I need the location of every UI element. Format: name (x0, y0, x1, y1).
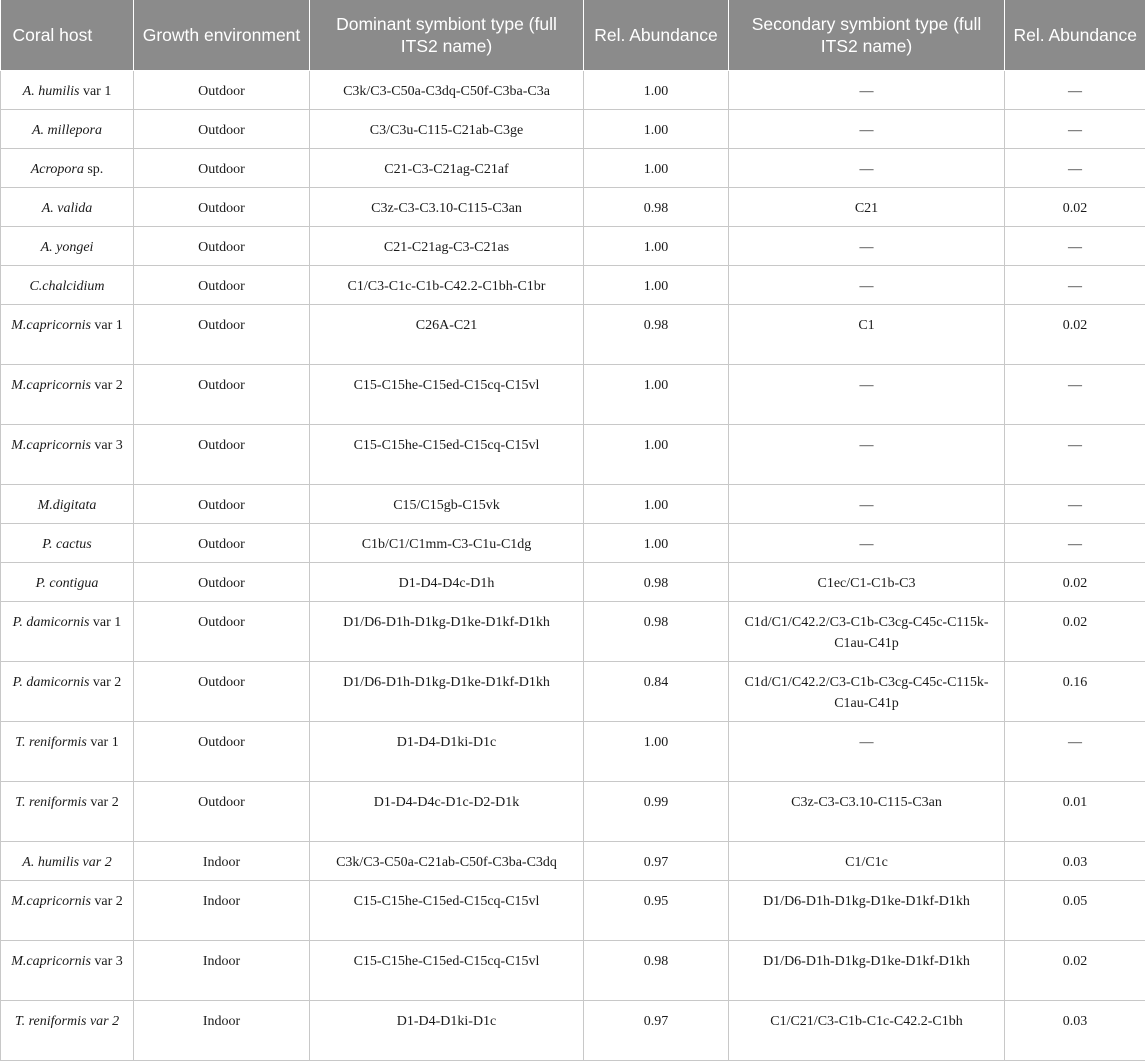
secondary-abundance-cell: — (1005, 149, 1145, 188)
secondary-abundance-cell: — (1005, 425, 1145, 485)
coral-host-name: A. millepora (32, 123, 102, 138)
dominant-abundance-cell: 1.00 (584, 227, 729, 266)
coral-host-cell (1, 563, 134, 602)
dominant-abundance-cell: 0.98 (584, 941, 729, 1001)
dominant-abundance-cell: 1.00 (584, 722, 729, 782)
dominant-symbiont-cell: D1-D4-D4c-D1h (310, 563, 584, 602)
table-row (1, 71, 1145, 110)
coral-host-name: P. damicornis (13, 675, 90, 690)
dominant-abundance-cell: 0.98 (584, 563, 729, 602)
dominant-abundance-cell: 1.00 (584, 425, 729, 485)
dominant-abundance-cell: 1.00 (584, 524, 729, 563)
dominant-symbiont-cell: C15-C15he-C15ed-C15cq-C15vl (310, 941, 584, 1001)
coral-host-suffix: sp. (84, 162, 103, 177)
table-row (1, 524, 1145, 563)
coral-host-name: A. humilis var 2 (22, 855, 111, 870)
table-body (1, 71, 1145, 1061)
secondary-abundance-cell: 0.03 (1005, 1001, 1145, 1061)
table-row (1, 188, 1145, 227)
secondary-symbiont-cell: — (729, 71, 1005, 110)
coral-host-cell (1, 266, 134, 305)
table-row (1, 365, 1145, 425)
dominant-symbiont-cell: C15-C15he-C15ed-C15cq-C15vl (310, 425, 584, 485)
coral-host-suffix: var 1 (87, 735, 119, 750)
secondary-symbiont-cell: D1/D6-D1h-D1kg-D1ke-D1kf-D1kh (729, 941, 1005, 1001)
coral-host-name: P. cactus (42, 537, 92, 552)
secondary-abundance-cell: — (1005, 227, 1145, 266)
environment-cell: Indoor (134, 881, 310, 941)
coral-host-name: M.capricornis (11, 954, 91, 969)
environment-cell: Indoor (134, 1001, 310, 1061)
environment-cell: Outdoor (134, 722, 310, 782)
coral-host-cell (1, 881, 134, 941)
coral-host-name: T. reniformis (15, 735, 87, 750)
coral-host-name: T. reniformis (15, 795, 87, 810)
secondary-symbiont-cell: — (729, 485, 1005, 524)
dominant-symbiont-cell: D1/D6-D1h-D1kg-D1ke-D1kf-D1kh (310, 662, 584, 722)
coral-host-name: M.digitata (38, 498, 97, 513)
dominant-symbiont-cell: C15-C15he-C15ed-C15cq-C15vl (310, 365, 584, 425)
environment-cell: Outdoor (134, 782, 310, 842)
coral-host-cell (1, 1001, 134, 1061)
secondary-symbiont-cell: — (729, 227, 1005, 266)
coral-host-cell (1, 782, 134, 842)
secondary-symbiont-cell: D1/D6-D1h-D1kg-D1ke-D1kf-D1kh (729, 881, 1005, 941)
coral-host-suffix: var 2 (91, 894, 123, 909)
table-row (1, 602, 1145, 662)
table-row (1, 485, 1145, 524)
coral-host-suffix: var 2 (87, 795, 119, 810)
coral-host-cell (1, 149, 134, 188)
coral-host-cell (1, 842, 134, 881)
coral-host-cell (1, 305, 134, 365)
dominant-symbiont-cell: C3k/C3-C50a-C21ab-C50f-C3ba-C3dq (310, 842, 584, 881)
environment-cell: Outdoor (134, 524, 310, 563)
dominant-abundance-cell: 0.97 (584, 842, 729, 881)
coral-host-cell (1, 71, 134, 110)
table-row (1, 266, 1145, 305)
coral-host-cell (1, 188, 134, 227)
dominant-abundance-cell: 1.00 (584, 110, 729, 149)
dominant-symbiont-cell: C26A-C21 (310, 305, 584, 365)
coral-host-name: A. yongei (41, 240, 94, 255)
secondary-abundance-cell: 0.03 (1005, 842, 1145, 881)
secondary-abundance-cell: — (1005, 524, 1145, 563)
secondary-abundance-cell: — (1005, 365, 1145, 425)
coral-host-suffix: var 1 (79, 84, 111, 99)
coral-host-cell (1, 941, 134, 1001)
secondary-symbiont-cell: — (729, 365, 1005, 425)
environment-cell: Indoor (134, 842, 310, 881)
header-dominant-abundance: Rel. Abundance (584, 0, 729, 71)
dominant-abundance-cell: 1.00 (584, 71, 729, 110)
coral-host-suffix: var 3 (91, 954, 123, 969)
coral-host-name: P. damicornis (13, 615, 90, 630)
environment-cell: Outdoor (134, 188, 310, 227)
coral-host-suffix: var 1 (89, 615, 121, 630)
dominant-abundance-cell: 1.00 (584, 485, 729, 524)
coral-host-cell (1, 662, 134, 722)
dominant-symbiont-cell: C1b/C1/C1mm-C3-C1u-C1dg (310, 524, 584, 563)
secondary-symbiont-cell: — (729, 266, 1005, 305)
dominant-symbiont-cell: C21-C3-C21ag-C21af (310, 149, 584, 188)
secondary-symbiont-cell: — (729, 425, 1005, 485)
secondary-symbiont-cell: C1d/C1/C42.2/C3-C1b-C3cg-C45c-C115k-C1au-C41p (729, 602, 1005, 662)
secondary-symbiont-cell: — (729, 722, 1005, 782)
table-row (1, 842, 1145, 881)
coral-host-name: Acropora (31, 162, 84, 177)
dominant-symbiont-cell: C1/C3-C1c-C1b-C42.2-C1bh-C1br (310, 266, 584, 305)
coral-host-name: M.capricornis (11, 378, 91, 393)
header-dominant-symbiont: Dominant symbiont type (full ITS2 name) (310, 0, 584, 71)
table-row (1, 782, 1145, 842)
environment-cell: Indoor (134, 941, 310, 1001)
secondary-abundance-cell: — (1005, 485, 1145, 524)
dominant-symbiont-cell: C21-C21ag-C3-C21as (310, 227, 584, 266)
table-row (1, 881, 1145, 941)
table-row (1, 941, 1145, 1001)
secondary-symbiont-cell: C1 (729, 305, 1005, 365)
coral-host-cell (1, 110, 134, 149)
dominant-symbiont-cell: C15-C15he-C15ed-C15cq-C15vl (310, 881, 584, 941)
secondary-symbiont-cell: — (729, 149, 1005, 188)
header-coral-host: Coral host (1, 0, 134, 71)
table-row (1, 110, 1145, 149)
environment-cell: Outdoor (134, 149, 310, 188)
coral-host-name: A. humilis (23, 84, 80, 99)
coral-host-name: T. reniformis var 2 (15, 1014, 119, 1029)
table-row (1, 149, 1145, 188)
environment-cell: Outdoor (134, 227, 310, 266)
coral-host-name: A. valida (42, 201, 93, 216)
header-secondary-symbiont: Secondary symbiont type (full ITS2 name) (729, 0, 1005, 71)
dominant-abundance-cell: 1.00 (584, 149, 729, 188)
dominant-symbiont-cell: C3z-C3-C3.10-C115-C3an (310, 188, 584, 227)
coral-host-cell (1, 524, 134, 563)
environment-cell: Outdoor (134, 365, 310, 425)
coral-host-name: M.capricornis (11, 894, 91, 909)
dominant-abundance-cell: 0.84 (584, 662, 729, 722)
dominant-symbiont-cell: D1-D4-D1ki-D1c (310, 722, 584, 782)
dominant-abundance-cell: 0.97 (584, 1001, 729, 1061)
coral-host-cell (1, 365, 134, 425)
secondary-abundance-cell: 0.02 (1005, 188, 1145, 227)
environment-cell: Outdoor (134, 266, 310, 305)
header-secondary-abundance: Rel. Abundance (1005, 0, 1145, 71)
table-row (1, 305, 1145, 365)
table-row (1, 1001, 1145, 1061)
coral-host-cell (1, 227, 134, 266)
environment-cell: Outdoor (134, 425, 310, 485)
secondary-abundance-cell: 0.02 (1005, 563, 1145, 602)
secondary-symbiont-cell: — (729, 524, 1005, 563)
table-row (1, 563, 1145, 602)
secondary-abundance-cell: — (1005, 722, 1145, 782)
environment-cell: Outdoor (134, 305, 310, 365)
table-row (1, 227, 1145, 266)
secondary-symbiont-cell: — (729, 110, 1005, 149)
dominant-abundance-cell: 1.00 (584, 365, 729, 425)
coral-host-suffix: var 1 (91, 318, 123, 333)
secondary-abundance-cell: 0.02 (1005, 941, 1145, 1001)
environment-cell: Outdoor (134, 602, 310, 662)
secondary-abundance-cell: 0.02 (1005, 305, 1145, 365)
environment-cell: Outdoor (134, 563, 310, 602)
secondary-symbiont-cell: C1ec/C1-C1b-C3 (729, 563, 1005, 602)
secondary-abundance-cell: 0.05 (1005, 881, 1145, 941)
table-row (1, 425, 1145, 485)
dominant-symbiont-cell: D1-D4-D1ki-D1c (310, 1001, 584, 1061)
header-growth-environment: Growth environment (134, 0, 310, 71)
dominant-symbiont-cell: D1-D4-D4c-D1c-D2-D1k (310, 782, 584, 842)
dominant-abundance-cell: 1.00 (584, 266, 729, 305)
coral-host-suffix: var 2 (89, 675, 121, 690)
secondary-symbiont-cell: C1d/C1/C42.2/C3-C1b-C3cg-C45c-C115k-C1au-C41p (729, 662, 1005, 722)
dominant-abundance-cell: 0.98 (584, 602, 729, 662)
secondary-abundance-cell: 0.02 (1005, 602, 1145, 662)
coral-host-suffix: var 3 (91, 438, 123, 453)
environment-cell: Outdoor (134, 662, 310, 722)
coral-host-name: P. contigua (36, 576, 99, 591)
dominant-symbiont-cell: D1/D6-D1h-D1kg-D1ke-D1kf-D1kh (310, 602, 584, 662)
coral-host-cell (1, 722, 134, 782)
environment-cell: Outdoor (134, 110, 310, 149)
environment-cell: Outdoor (134, 485, 310, 524)
coral-host-cell (1, 425, 134, 485)
header-row (1, 0, 1145, 71)
secondary-abundance-cell: — (1005, 110, 1145, 149)
secondary-abundance-cell: 0.16 (1005, 662, 1145, 722)
dominant-abundance-cell: 0.98 (584, 188, 729, 227)
table-row (1, 722, 1145, 782)
coral-host-name: M.capricornis (11, 318, 91, 333)
dominant-abundance-cell: 0.98 (584, 305, 729, 365)
secondary-symbiont-cell: C1/C1c (729, 842, 1005, 881)
coral-host-name: M.capricornis (11, 438, 91, 453)
secondary-abundance-cell: 0.01 (1005, 782, 1145, 842)
dominant-symbiont-cell: C15/C15gb-C15vk (310, 485, 584, 524)
secondary-symbiont-cell: C3z-C3-C3.10-C115-C3an (729, 782, 1005, 842)
secondary-abundance-cell: — (1005, 266, 1145, 305)
coral-host-cell (1, 485, 134, 524)
coral-host-suffix: var 2 (91, 378, 123, 393)
dominant-abundance-cell: 0.99 (584, 782, 729, 842)
coral-host-cell (1, 602, 134, 662)
dominant-abundance-cell: 0.95 (584, 881, 729, 941)
secondary-symbiont-cell: C21 (729, 188, 1005, 227)
secondary-abundance-cell: — (1005, 71, 1145, 110)
table-row (1, 662, 1145, 722)
dominant-symbiont-cell: C3k/C3-C50a-C3dq-C50f-C3ba-C3a (310, 71, 584, 110)
dominant-symbiont-cell: C3/C3u-C115-C21ab-C3ge (310, 110, 584, 149)
coral-host-name: C.chalcidium (29, 279, 104, 294)
secondary-symbiont-cell: C1/C21/C3-C1b-C1c-C42.2-C1bh (729, 1001, 1005, 1061)
environment-cell: Outdoor (134, 71, 310, 110)
